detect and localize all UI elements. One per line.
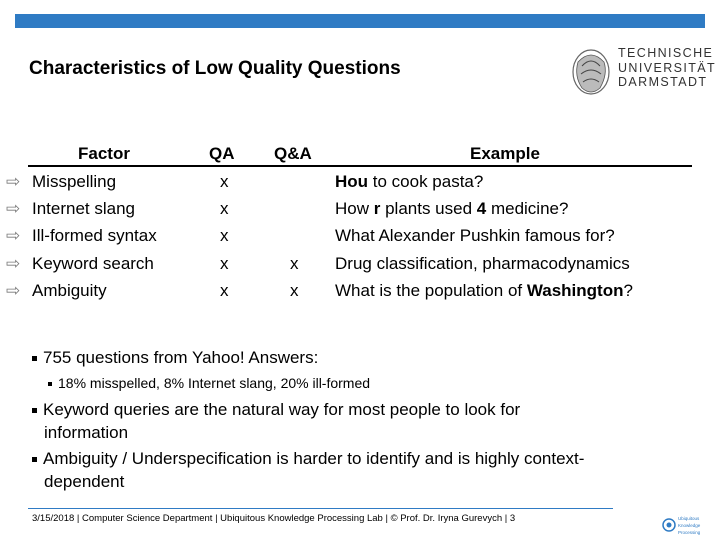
example-fragment: Hou bbox=[335, 172, 369, 191]
example-fragment: plants used bbox=[380, 199, 477, 218]
qanda-cell: x bbox=[290, 281, 299, 300]
bullet-item bbox=[32, 348, 318, 368]
qa-cell: x bbox=[220, 281, 229, 300]
bullet-item bbox=[32, 400, 520, 420]
qa-cell: x bbox=[220, 254, 229, 273]
athena-seal-icon bbox=[566, 44, 616, 100]
column-header-qanda: Q&A bbox=[274, 144, 312, 163]
qa-cell: x bbox=[220, 172, 229, 191]
ukp-logo-line: Ubiquitous bbox=[678, 516, 700, 521]
bullet-text: 755 questions from Yahoo! Answers: bbox=[43, 348, 319, 367]
table-row bbox=[0, 224, 720, 251]
bullet-item bbox=[32, 449, 584, 469]
example-cell bbox=[335, 226, 615, 246]
slide-footer: 3/15/2018 | Computer Science Department | Ubiquitous Knowledge Processing Lab | © Prof. Dr. Iryna Gurevych | 3 bbox=[32, 513, 516, 524]
example-cell bbox=[335, 281, 633, 301]
column-header-qa: QA bbox=[209, 144, 235, 163]
column-header-example: Example bbox=[470, 144, 540, 163]
example-cell bbox=[335, 199, 568, 219]
bullet-square-icon bbox=[48, 382, 52, 386]
bullet-continuation: information bbox=[44, 423, 129, 442]
table-row bbox=[0, 252, 720, 279]
footer-rule bbox=[28, 508, 613, 509]
example-fragment: to cook pasta? bbox=[368, 172, 484, 191]
right-arrow-icon: ⇨ bbox=[6, 199, 21, 218]
right-arrow-icon: ⇨ bbox=[6, 254, 21, 273]
bullet-square-icon bbox=[32, 356, 37, 361]
slide-title: Characteristics of Low Quality Questions bbox=[29, 58, 401, 79]
logo-line-2: UNIVERSITÄT bbox=[618, 60, 717, 75]
bullet-text: 18% misspelled, 8% Internet slang, 20% ill-formed bbox=[58, 375, 371, 391]
ukp-logo-line: Processing bbox=[678, 530, 701, 535]
ukp-logo-icon bbox=[662, 512, 702, 538]
ukp-logo-line: Knowledge bbox=[678, 523, 701, 528]
logo-line-3: DARMSTADT bbox=[618, 75, 708, 89]
example-fragment: How bbox=[335, 199, 374, 218]
table-row bbox=[0, 197, 720, 224]
bullet-text: Keyword queries are the natural way for most people to look for bbox=[43, 400, 521, 419]
factor-cell: Ill-formed syntax bbox=[32, 226, 157, 245]
right-arrow-icon: ⇨ bbox=[6, 172, 21, 191]
example-fragment: medicine? bbox=[486, 199, 569, 218]
logo-line-1: TECHNISCHE bbox=[618, 46, 714, 60]
table-row bbox=[0, 170, 720, 197]
example-fragment: 4 bbox=[476, 199, 487, 218]
example-cell bbox=[335, 172, 483, 192]
example-cell bbox=[335, 254, 630, 274]
example-fragment: What Alexander Pushkin famous for? bbox=[335, 226, 615, 245]
qa-cell: x bbox=[220, 199, 229, 218]
bullet-square-icon bbox=[32, 457, 37, 462]
example-fragment: ? bbox=[623, 281, 633, 300]
table-header-rule bbox=[28, 165, 692, 167]
factor-cell: Misspelling bbox=[32, 172, 117, 191]
example-fragment: What is the population of bbox=[335, 281, 527, 300]
table-row bbox=[0, 279, 720, 306]
example-fragment: r bbox=[373, 199, 381, 218]
bullet-square-icon bbox=[32, 408, 37, 413]
factor-cell: Keyword search bbox=[32, 254, 154, 273]
qanda-cell: x bbox=[290, 254, 299, 273]
bullet-continuation: dependent bbox=[44, 472, 125, 491]
tu-darmstadt-logo bbox=[566, 44, 717, 100]
right-arrow-icon: ⇨ bbox=[6, 226, 21, 245]
example-fragment: Washington bbox=[526, 281, 624, 300]
right-arrow-icon: ⇨ bbox=[6, 281, 21, 300]
example-fragment: Drug classification, pharmacodynamics bbox=[335, 254, 630, 273]
header-accent-bar bbox=[15, 14, 705, 28]
column-header-factor: Factor bbox=[78, 144, 130, 163]
factor-cell: Ambiguity bbox=[32, 281, 107, 300]
tu-darmstadt-wordmark bbox=[618, 46, 716, 90]
qa-cell: x bbox=[220, 226, 229, 245]
sub-bullet-item bbox=[48, 375, 370, 391]
factor-cell: Internet slang bbox=[32, 199, 136, 218]
bullet-text: Ambiguity / Underspecification is harder to identify and is highly context- bbox=[43, 449, 585, 468]
